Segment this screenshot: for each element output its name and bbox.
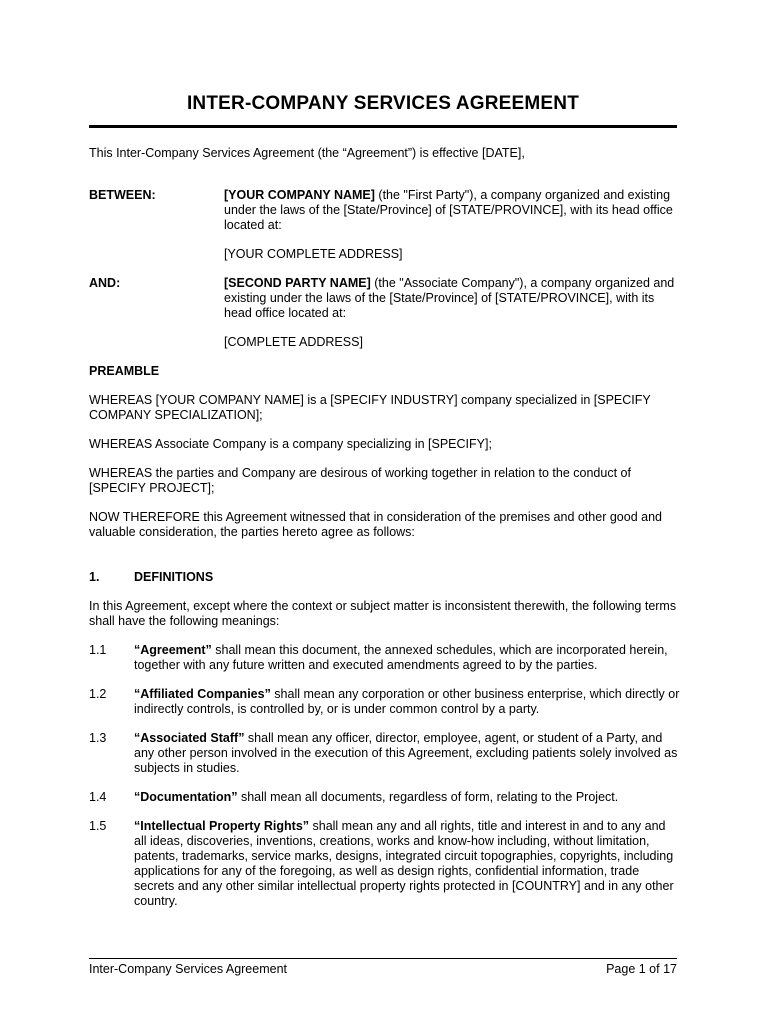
- definition-number: 1.3: [89, 731, 107, 745]
- section-title: DEFINITIONS: [134, 570, 214, 584]
- definition-body: shall mean all documents, regardless of form, relating to the Project.: [237, 790, 619, 804]
- party-second: [89, 276, 681, 350]
- definition-item: [89, 687, 681, 717]
- preamble-paragraph: WHEREAS Associate Company is a company specializing in [SPECIFY];: [89, 437, 492, 451]
- section-number: 1.: [89, 570, 100, 584]
- section-heading-definitions: [89, 570, 681, 585]
- definition-item: [89, 819, 681, 909]
- definition-term: “Intellectual Property Rights”: [134, 819, 310, 833]
- definition-item: [89, 790, 681, 805]
- definition-number: 1.1: [89, 643, 107, 657]
- definition-body: shall mean any and all rights, title and interest in and to any and all ideas, discoveries, inventions, creations, works and know-how including, without limitation, patents, trademarks, service marks, designs, integrated circuit topographies, copyrights, including applications for any of the foregoing, as well as design rights, confidential information, trade secrets and any other similar intellectual property rights protected in [COUNTRY] and in any other country.: [134, 819, 674, 908]
- party-second-body: [224, 276, 681, 350]
- definition-number: 1.5: [89, 819, 107, 833]
- effective-line: This Inter-Company Services Agreement (the “Agreement”) is effective [DATE],: [89, 146, 525, 160]
- definition-term: “Documentation”: [134, 790, 238, 804]
- definition-body: shall mean any officer, director, employee, agent, or student of a Party, and any other person involved in the execution of this Agreement, excluding patients solely involved as subjects in studies.: [134, 731, 678, 775]
- party-first-body: [224, 188, 681, 262]
- definition-item: [89, 643, 681, 673]
- party-second-address: [COMPLETE ADDRESS]: [224, 335, 363, 349]
- definition-term: “Agreement”: [134, 643, 212, 657]
- party-first: [89, 188, 681, 262]
- preamble-paragraph: WHEREAS [YOUR COMPANY NAME] is a [SPECIFY INDUSTRY] company specialized in [SPECIFY COMPANY SPECIALIZATION];: [89, 393, 651, 422]
- definition-number: 1.4: [89, 790, 107, 804]
- party-second-name: [SECOND PARTY NAME]: [224, 276, 371, 290]
- definition-body: shall mean any corporation or other business enterprise, which directly or indirectly controls, is controlled by, or is under common control by a party.: [134, 687, 680, 716]
- document-title: INTER-COMPANY SERVICES AGREEMENT: [186, 93, 580, 114]
- definition-text: [134, 819, 681, 909]
- preamble-heading: PREAMBLE: [89, 364, 160, 378]
- definition-term: “Affiliated Companies”: [134, 687, 271, 701]
- party-second-text: (the "Associate Company"), a company organized and existing under the laws of the [State/Province] of [STATE/PROVINCE], with its head office located at:: [224, 276, 675, 320]
- definition-text: [134, 687, 681, 717]
- party-first-name: [YOUR COMPANY NAME]: [224, 188, 375, 202]
- definition-item: [89, 731, 681, 776]
- footer-document-title: Inter-Company Services Agreement: [89, 962, 288, 976]
- definition-term: “Associated Staff”: [134, 731, 245, 745]
- definition-body: shall mean this document, the annexed schedules, which are incorporated herein, together with any future written and executed amendments agreed to by the parties.: [134, 643, 668, 672]
- definition-text: [134, 790, 618, 805]
- definition-number: 1.2: [89, 687, 107, 701]
- footer-page-number: Page 1 of 17: [606, 962, 677, 976]
- party-second-description: [224, 276, 681, 321]
- definition-text: [134, 643, 681, 673]
- document-body: [89, 146, 681, 923]
- party-label-and: AND:: [89, 276, 121, 290]
- party-label-between: BETWEEN:: [89, 188, 156, 202]
- footer-divider: [89, 958, 677, 959]
- definitions-intro: In this Agreement, except where the context or subject matter is inconsistent therewith, the following terms shall have the following meanings:: [89, 599, 677, 628]
- preamble-paragraph: NOW THEREFORE this Agreement witnessed that in consideration of the premises and other good and valuable consideration, the parties hereto agree as follows:: [89, 510, 662, 539]
- title-divider: [89, 125, 677, 128]
- party-first-text: (the "First Party"), a company organized and existing under the laws of the [State/Province] of [STATE/PROVINCE], with its head office located at:: [224, 188, 673, 232]
- preamble-paragraph: WHEREAS the parties and Company are desirous of working together in relation to the conduct of [SPECIFY PROJECT];: [89, 466, 631, 495]
- party-first-address: [YOUR COMPLETE ADDRESS]: [224, 247, 403, 261]
- definition-text: [134, 731, 681, 776]
- party-first-description: [224, 188, 681, 233]
